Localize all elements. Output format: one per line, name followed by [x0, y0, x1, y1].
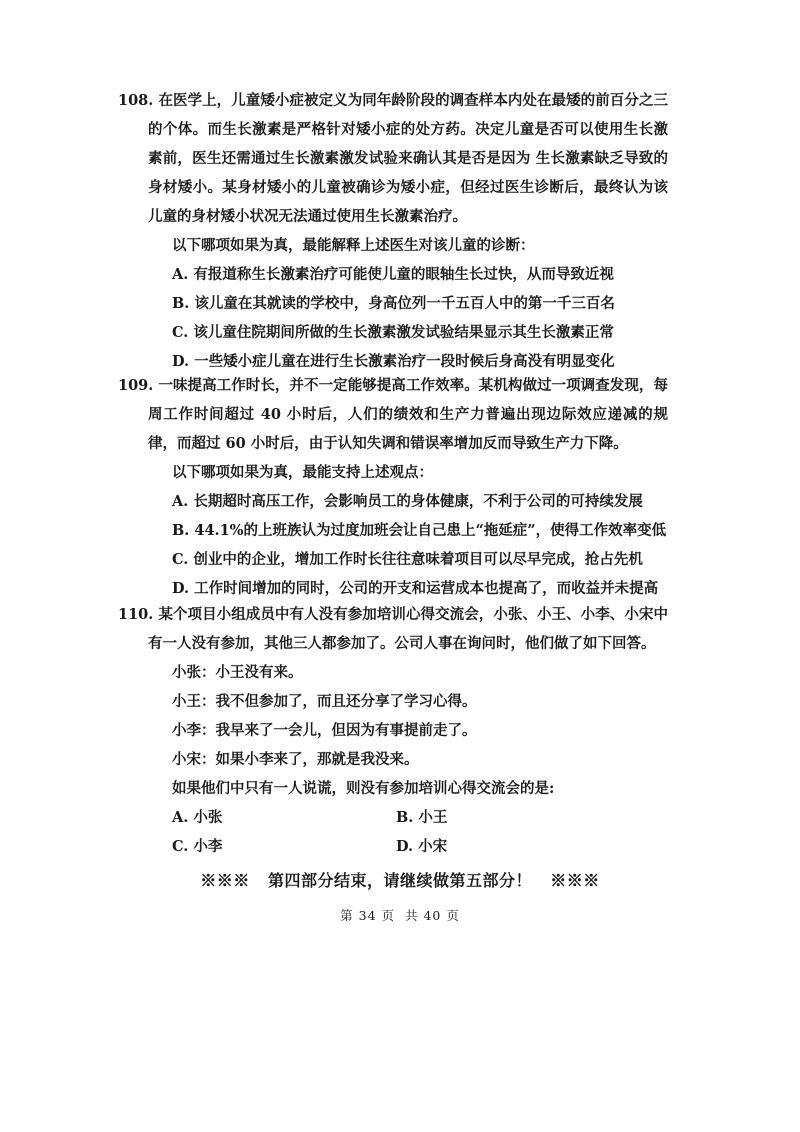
option-c: C. 该儿童住院期间所做的生长激素激发试验结果显示其生长激素正常: [172, 324, 614, 341]
question-108: [118, 86, 668, 376]
option-b: B. 44.1%的上班族认为过度加班会让自己患上“拖延症”，使得工作效率变低: [172, 522, 667, 539]
question-prompt: 以下哪项如果为真，最能支持上述观点：: [172, 464, 433, 481]
question-number: 110.: [118, 606, 154, 623]
option-d: D. 小宋: [396, 838, 448, 855]
option-a: A. 有报道称生长激素治疗可能使儿童的眼轴生长过快，从而导致近视: [172, 266, 614, 283]
question-text: 某个项目小组成员中有人没有参加培训心得交流会，小张、小王、小李、小宋中有一人没有参加，其他三人都参加了。公司人事在询问时，他们做了如下回答。: [148, 606, 668, 652]
option-c: C. 创业中的企业，增加工作时长往往意味着项目可以尽早完成，抢占先机: [172, 551, 643, 568]
question-stem: [118, 600, 668, 658]
page-number-footer: 第 34 页 共 40 页: [340, 908, 460, 923]
question-number: 108.: [118, 92, 154, 109]
statement-zhang: 小张：小王没有来。: [172, 664, 303, 681]
option-c: C. 小李: [172, 838, 223, 855]
question-text: 在医学上，儿童矮小症被定义为同年龄阶段的调查样本内处在最矮的前百分之三的个体。而生长激素是严格针对矮小症的处方药。决定儿童是否可以使用生长激素前，医生还需通过生长激素激发试验来确认其是否是因为 生长激素缺乏导致的身材矮小。某身材矮小的儿童被确诊为矮小症，但经过医生诊断后，最终认为该儿童的身材矮小状况无法通过使用生长激素治疗。: [148, 92, 668, 225]
option-b: B. 该儿童在其就读的学校中，身高位列一千五百人中的第一千三百名: [172, 295, 615, 312]
statement-li: 小李：我早来了一会儿，但因为有事提前走了。: [172, 722, 477, 739]
options-grid: [148, 803, 668, 861]
question-prompt: 以下哪项如果为真，最能解释上述医生对该儿童的诊断：: [172, 237, 535, 254]
option-a: A. 小张: [172, 809, 223, 826]
option-a: A. 长期超时高压工作，会影响员工的身体健康，不利于公司的可持续发展: [172, 493, 643, 510]
question-109: [118, 371, 668, 603]
section-end-banner: ※※※ 第四部分结束，请继续做第五部分！ ※※※: [200, 871, 600, 890]
question-prompt: 如果他们中只有一人说谎，则没有参加培训心得交流会的是:: [172, 780, 555, 797]
option-d: D. 工作时间增加的同时，公司的开支和运营成本也提高了，而收益并未提高: [172, 580, 659, 597]
statement-wang: 小王：我不但参加了，而且还分享了学习心得。: [172, 693, 477, 710]
statement-song: 小宋：如果小李来了，那就是我没来。: [172, 751, 419, 768]
question-stem: [118, 371, 668, 458]
option-b: B. 小王: [396, 809, 448, 826]
option-d: D. 一些矮小症儿童在进行生长激素治疗一段时候后身高没有明显变化: [172, 353, 615, 370]
question-stem: [118, 86, 668, 231]
question-110: [118, 600, 668, 861]
question-number: 109.: [118, 377, 154, 394]
question-text: 一味提高工作时长，并不一定能够提高工作效率。某机构做过一项调查发现，每周工作时间超过 40 小时后，人们的绩效和生产力普遍出现边际效应递减的规律，而超过 60 小时后，由于认知失调和错误率增加反而导致生产力下降。: [148, 377, 668, 452]
